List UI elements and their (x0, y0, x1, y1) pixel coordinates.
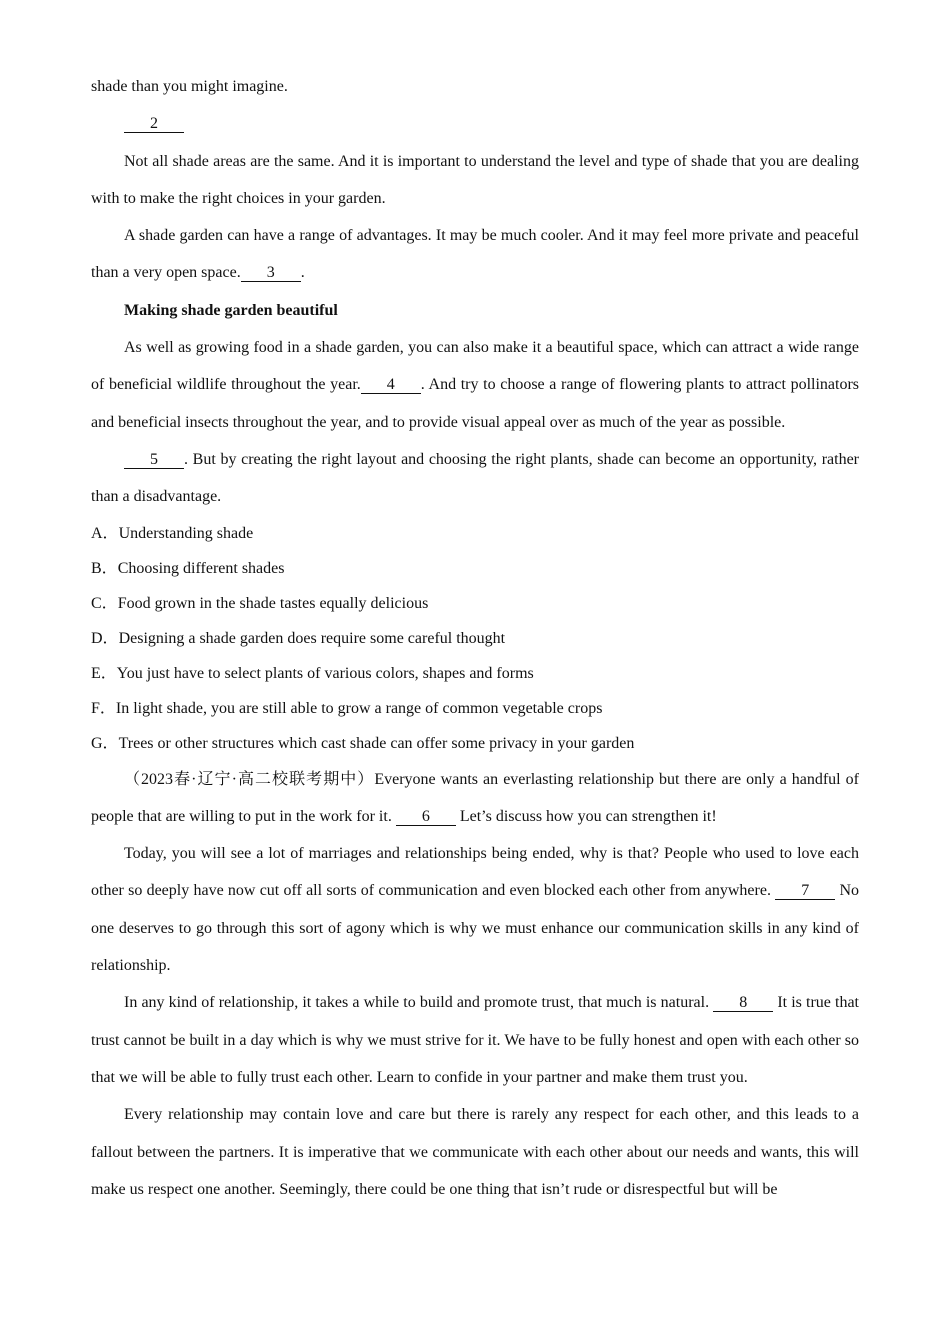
blank-5[interactable]: 5 (124, 452, 184, 469)
source-label: （2023春·辽宁·高二校联考期中） (124, 770, 375, 788)
option-text: Trees or other structures which cast shade can offer some privacy in your garden (118, 734, 635, 752)
option-text: You just have to select plants of various colors, shapes and forms (116, 664, 534, 682)
option-letter: A． (91, 524, 119, 542)
blank-3[interactable]: 3 (241, 265, 301, 282)
paragraph-text: Not all shade areas are the same. And it is important to understand the level and type of shade that you are dealing with to make the right choices in your garden. (91, 152, 859, 207)
paragraph-advantages (91, 217, 859, 292)
paragraph-relationship-intro (91, 761, 859, 836)
paragraph-text: Every relationship may contain love and care but there is rarely any respect for each other, and this leads to a fallout between the partners. It is imperative that we communicate with each other about our needs and wants, this will make us respect one another. Seemingly, there could be one thing that isn’t rude or disrespectful but will be (91, 1106, 859, 1198)
option-letter: G． (91, 734, 119, 752)
paragraph-text: Let’s discuss how you can strengthen it! (455, 807, 717, 825)
option-letter: B． (91, 559, 118, 577)
option-text: Understanding shade (118, 524, 254, 542)
option-item[interactable] (91, 586, 859, 621)
paragraph-text: shade than you might imagine. (91, 78, 288, 95)
option-letter: F． (91, 699, 116, 717)
option-text: Choosing different shades (117, 559, 285, 577)
blank-2[interactable]: 2 (124, 116, 184, 133)
paragraph-text: Everyone wants an everlasting relationship but there are only a handful of people that are willing to put in the work for it. (91, 770, 859, 825)
document-page (91, 68, 859, 1208)
option-item[interactable] (91, 656, 859, 691)
paragraph-text: It is true that trust cannot be built in a day which is why we must strive for it. We have to be fully honest and open with each other so that we will be able to fully trust each other. Learn to confide in your partner and make them trust you. (91, 994, 860, 1086)
paragraph-text: No one deserves to go through this sort of agony which is why we must enhance our communication skills in any kind of relationship. (91, 882, 859, 975)
paragraph-text: As well as growing food in a shade garden, you can also make it a beautiful space, which can attract a wide range of beneficial wildlife throughout the year. (91, 339, 859, 394)
option-text: Food grown in the shade tastes equally delicious (117, 594, 429, 612)
paragraph-text: . (300, 264, 305, 282)
option-item[interactable] (91, 516, 859, 551)
option-item[interactable] (91, 691, 859, 726)
paragraph-respect (91, 1096, 859, 1208)
option-item[interactable] (91, 726, 859, 761)
option-item[interactable] (91, 621, 859, 656)
option-text: Designing a shade garden does require some careful thought (118, 629, 506, 647)
blank-4[interactable]: 4 (361, 377, 421, 394)
blank-8[interactable]: 8 (713, 995, 773, 1012)
paragraph-continuation (91, 68, 859, 105)
options-list (91, 516, 859, 761)
option-item[interactable] (91, 551, 859, 586)
blank-line-2 (91, 105, 859, 142)
paragraph-text: In any kind of relationship, it takes a while to build and promote trust, that much is natural. (124, 994, 714, 1012)
paragraph-text: . But by creating the right layout and choosing the right plants, shade can become an opportunity, rather than a disadvantage. (91, 450, 859, 506)
paragraph-shade-areas (91, 143, 859, 218)
section-heading: Making shade garden beautiful (124, 301, 338, 319)
paragraph-beautiful-space (91, 329, 859, 441)
blank-6[interactable]: 6 (396, 809, 456, 826)
paragraph-trust (91, 984, 859, 1096)
paragraph-layout (91, 441, 859, 516)
blank-7[interactable]: 7 (775, 883, 835, 900)
option-letter: E． (91, 664, 117, 682)
option-letter: C． (91, 594, 118, 612)
paragraph-text: A shade garden can have a range of advantages. It may be much cooler. And it may feel more private and peaceful than a very open space. (91, 227, 859, 282)
paragraph-text: . And try to choose a range of flowering plants to attract pollinators and beneficial insects throughout the year, and to provide visual appeal over as much of the year as possible. (91, 376, 860, 431)
paragraph-text: Today, you will see a lot of marriages and relationships being ended, why is that? People who used to love each other so deeply have now cut off all sorts of communication and even blocked each other from anywhere. (91, 845, 859, 900)
paragraph-communication (91, 835, 859, 984)
option-text: In light shade, you are still able to grow a range of common vegetable crops (115, 699, 603, 717)
option-letter: D． (91, 629, 119, 647)
